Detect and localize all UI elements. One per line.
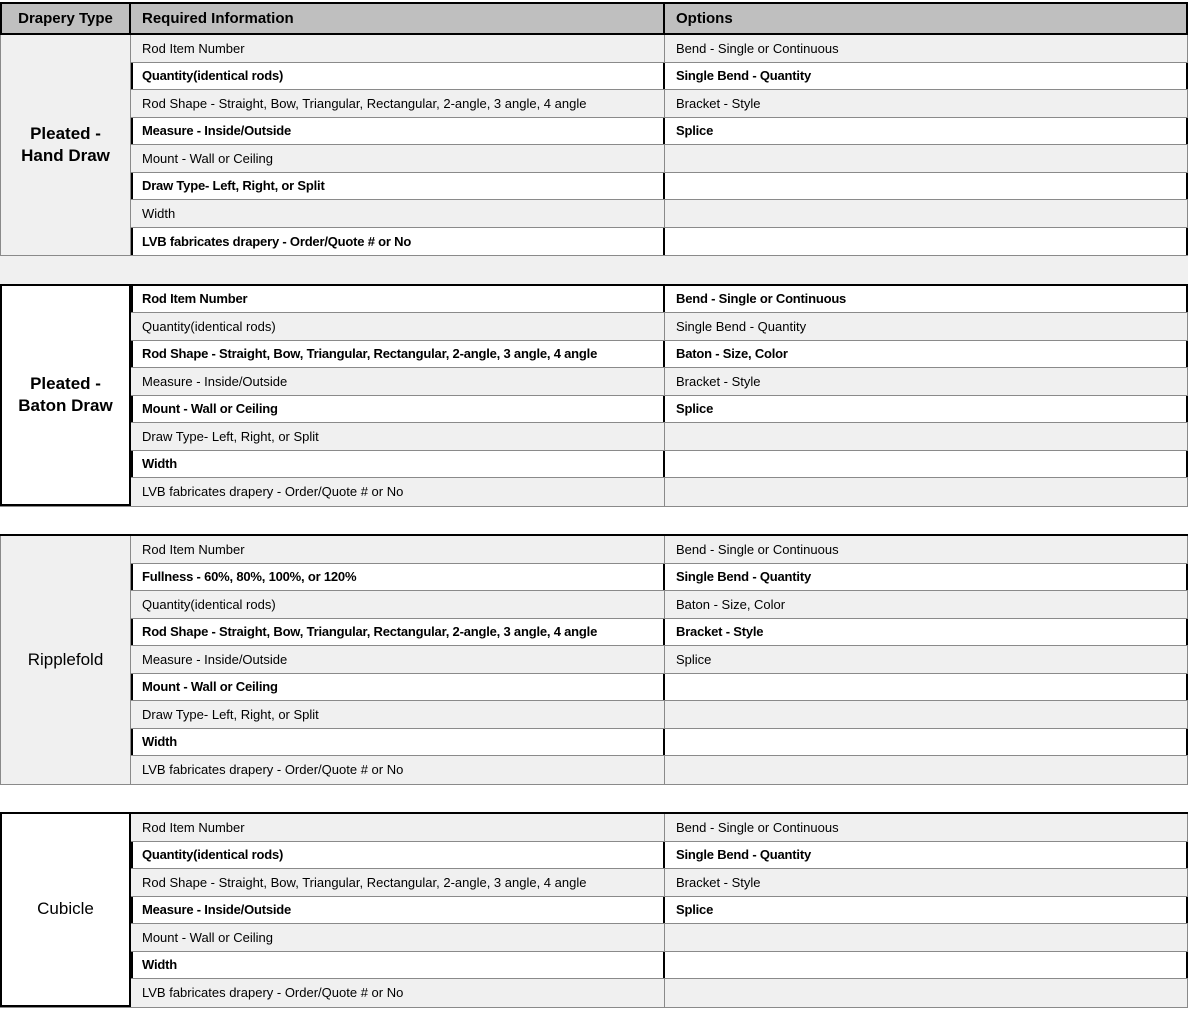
column-header-options: Options	[676, 10, 733, 27]
table-row	[131, 869, 1188, 897]
options-cell: Single Bend - Quantity	[665, 564, 1188, 591]
table-row	[131, 756, 1188, 784]
options-cell: Splice	[665, 646, 1188, 673]
column-header-drapery-type: Drapery Type	[2, 4, 131, 33]
table-row	[131, 396, 1188, 424]
drapery-type-line: Ripplefold	[27, 649, 104, 669]
table-row	[131, 979, 1188, 1007]
drapery-type-line: Pleated -	[30, 373, 101, 393]
required-info-cell: Width	[131, 729, 665, 756]
required-info-cell: Draw Type- Left, Right, or Split	[131, 173, 665, 200]
table-row	[131, 952, 1188, 980]
options-cell: Splice	[665, 118, 1188, 145]
required-info-cell: Quantity(identical rods)	[131, 842, 665, 869]
required-info-cell: Measure - Inside/Outside	[131, 646, 665, 673]
options-cell	[665, 701, 1188, 728]
required-info-cell: Width	[131, 451, 665, 478]
required-info-cell: Rod Shape - Straight, Bow, Triangular, Rectangular, 2-angle, 3 angle, 4 angle	[131, 869, 665, 896]
required-info-cell: Rod Shape - Straight, Bow, Triangular, Rectangular, 2-angle, 3 angle, 4 angle	[131, 619, 665, 646]
required-info-cell: Measure - Inside/Outside	[131, 368, 665, 395]
required-info-cell: Draw Type- Left, Right, or Split	[131, 701, 665, 728]
drapery-type-cell	[0, 536, 131, 784]
column-header-required-information: Required Information	[131, 4, 665, 33]
table-row	[131, 118, 1188, 146]
table-row	[131, 35, 1188, 63]
section-separator-row	[0, 256, 1188, 284]
options-cell: Bend - Single or Continuous	[665, 286, 1188, 313]
table-row	[131, 924, 1188, 952]
options-cell: Bracket - Style	[665, 619, 1188, 646]
options-cell	[665, 674, 1188, 701]
table-row	[131, 897, 1188, 925]
table-row	[131, 63, 1188, 91]
options-cell	[665, 756, 1188, 784]
section-rows	[131, 35, 1188, 255]
options-cell: Splice	[665, 396, 1188, 423]
section-rows	[131, 286, 1188, 506]
required-info-cell: LVB fabricates drapery - Order/Quote # or No	[131, 228, 665, 256]
table-row	[131, 591, 1188, 619]
table-row	[131, 90, 1188, 118]
table-row	[131, 814, 1188, 842]
required-info-cell: Mount - Wall or Ceiling	[131, 674, 665, 701]
options-cell	[665, 979, 1188, 1007]
table-row	[131, 478, 1188, 506]
options-cell	[665, 729, 1188, 756]
table-row	[131, 313, 1188, 341]
drapery-type-line: Pleated -	[30, 124, 101, 143]
table-row	[131, 145, 1188, 173]
options-cell	[665, 451, 1188, 478]
options-cell	[665, 228, 1188, 256]
options-cell: Single Bend - Quantity	[665, 842, 1188, 869]
required-info-cell: Rod Item Number	[131, 814, 665, 841]
required-info-cell: Quantity(identical rods)	[131, 313, 665, 340]
drapery-type-cell	[0, 35, 131, 255]
table-row	[131, 173, 1188, 201]
table-row	[131, 423, 1188, 451]
required-info-cell: LVB fabricates drapery - Order/Quote # or No	[131, 979, 665, 1007]
table-row	[131, 286, 1188, 314]
table-body	[0, 33, 1188, 1008]
required-info-cell: Measure - Inside/Outside	[131, 897, 665, 924]
options-cell	[665, 478, 1188, 506]
options-cell	[665, 952, 1188, 979]
section-separator-row	[0, 507, 1188, 535]
options-cell	[665, 423, 1188, 450]
table-row	[131, 536, 1188, 564]
required-info-cell: Width	[131, 952, 665, 979]
required-info-cell: Mount - Wall or Ceiling	[131, 924, 665, 951]
required-info-cell: Mount - Wall or Ceiling	[131, 145, 665, 172]
table-row	[131, 200, 1188, 228]
table-header-row	[0, 2, 1188, 33]
required-info-cell: Quantity(identical rods)	[131, 591, 665, 618]
options-cell: Baton - Size, Color	[665, 591, 1188, 618]
options-cell	[665, 200, 1188, 227]
required-info-cell: Fullness - 60%, 80%, 100%, or 120%	[131, 564, 665, 591]
required-info-cell: Rod Item Number	[131, 286, 665, 313]
required-info-cell: LVB fabricates drapery - Order/Quote # or No	[131, 478, 665, 506]
table-row	[131, 228, 1188, 256]
drapery-type-line: Cubicle	[37, 899, 94, 919]
table-row	[131, 729, 1188, 757]
options-cell: Single Bend - Quantity	[665, 63, 1188, 90]
options-cell: Single Bend - Quantity	[665, 313, 1188, 340]
table-row	[131, 341, 1188, 369]
table-row	[131, 842, 1188, 870]
drapery-section	[0, 33, 1188, 256]
required-info-cell: Width	[131, 200, 665, 227]
drapery-type-cell	[0, 286, 131, 506]
table-row	[131, 646, 1188, 674]
required-info-cell: LVB fabricates drapery - Order/Quote # or No	[131, 756, 665, 784]
required-info-cell: Mount - Wall or Ceiling	[131, 396, 665, 423]
table-row	[131, 564, 1188, 592]
options-cell	[665, 145, 1188, 172]
drapery-section	[0, 534, 1188, 785]
options-cell: Bend - Single or Continuous	[665, 536, 1188, 563]
section-separator-row	[0, 785, 1188, 813]
drapery-section	[0, 812, 1188, 1008]
section-rows	[131, 814, 1188, 1007]
options-cell: Bend - Single or Continuous	[665, 814, 1188, 841]
section-rows	[131, 536, 1188, 784]
table-row	[131, 451, 1188, 479]
options-cell: Bracket - Style	[665, 869, 1188, 896]
drapery-type-cell	[0, 814, 131, 1007]
required-info-cell: Quantity(identical rods)	[131, 63, 665, 90]
required-info-cell: Rod Shape - Straight, Bow, Triangular, Rectangular, 2-angle, 3 angle, 4 angle	[131, 341, 665, 368]
table-row	[131, 701, 1188, 729]
required-info-cell: Measure - Inside/Outside	[131, 118, 665, 145]
options-cell: Baton - Size, Color	[665, 341, 1188, 368]
required-info-cell: Draw Type- Left, Right, or Split	[131, 423, 665, 450]
drapery-type-line: Hand Draw	[21, 146, 110, 165]
table-row	[131, 674, 1188, 702]
options-cell	[665, 924, 1188, 951]
table-row	[131, 368, 1188, 396]
options-cell: Bracket - Style	[665, 368, 1188, 395]
drapery-section	[0, 284, 1188, 507]
options-cell: Bracket - Style	[665, 90, 1188, 117]
table-row	[131, 619, 1188, 647]
options-cell	[665, 173, 1188, 200]
required-info-cell: Rod Shape - Straight, Bow, Triangular, Rectangular, 2-angle, 3 angle, 4 angle	[131, 90, 665, 117]
required-info-cell: Rod Item Number	[131, 536, 665, 563]
options-cell: Bend - Single or Continuous	[665, 35, 1188, 62]
drapery-type-line: Baton Draw	[18, 395, 113, 415]
required-info-cell: Rod Item Number	[131, 35, 665, 62]
options-cell: Splice	[665, 897, 1188, 924]
